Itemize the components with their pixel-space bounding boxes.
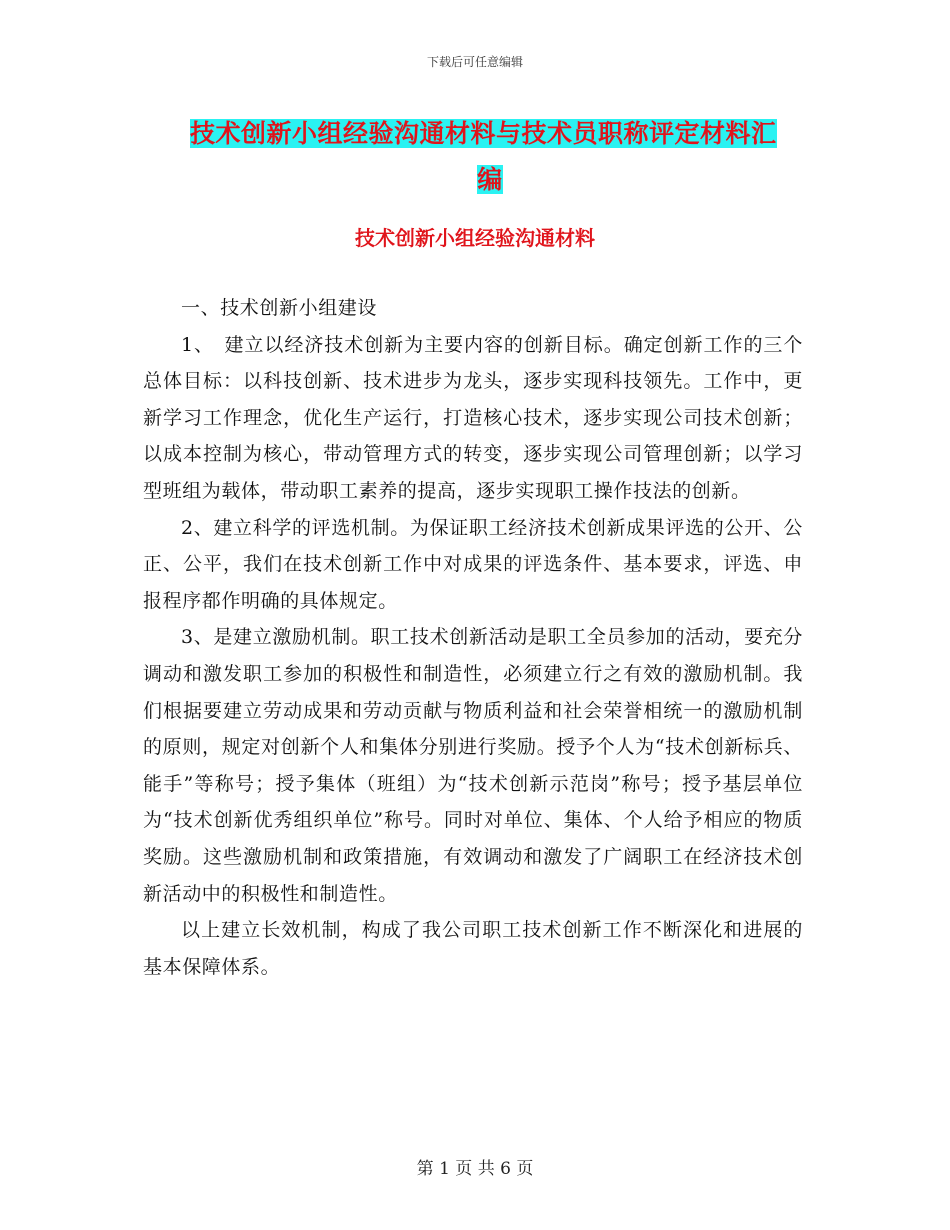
paragraph: 3、是建立激励机制。职工技术创新活动是职工全员参加的活动，要充分调动和激发职工参加的积极性和制造性，必须建立行之有效的激励机制。我们根据要建立劳动成果和劳动贡献与物质利益和社会荣誉相统一的激励机制的原则，规定对创新个人和集体分别进行奖励。授予个人为“技术创新标兵、能手”等称号；授予集体（班组）为“技术创新示范岗”称号；授予基层单位为“技术创新优秀组织单位”称号。同时对单位、集体、个人给予相应的物质奖励。这些激励机制和政策措施，有效调动和激发了广阔职工在经济技术创新活动中的积极性和制造性。 xyxy=(143,626,803,905)
paragraph: 以上建立长效机制，构成了我公司职工技术创新工作不断深化和进展的基本保障体系。 xyxy=(143,919,803,978)
page-number: 第 1 页 共 6 页 xyxy=(416,1159,534,1179)
paragraph: 1、 建立以经济技术创新为主要内容的创新目标。确定创新工作的三个总体目标：以科技创新、技术进步为龙头，逐步实现科技领先。工作中，更新学习工作理念，优化生产运行，打造核心技术，逐步实现公司技术创新；以成本控制为核心，带动管理方式的转变，逐步实现公司管理创新；以学习型班组为载体，带动职工素养的提高，逐步实现职工操作技法的创新。 xyxy=(143,333,803,502)
document-title xyxy=(190,111,810,203)
paragraph-heading: 一、技术创新小组建设 xyxy=(181,297,378,319)
document-title-line-2: 编 xyxy=(477,165,503,194)
paragraph: 2、建立科学的评选机制。为保证职工经济技术创新成果评选的公开、公正、公平，我们在技术创新工作中对成果的评选条件、基本要求，评选、申报程序都作明确的具体规定。 xyxy=(143,516,803,612)
document-body xyxy=(143,290,803,985)
header-note: 下载后可任意编辑 xyxy=(426,55,523,69)
section-title: 技术创新小组经验沟通材料 xyxy=(355,226,595,250)
document-title-line-1: 技术创新小组经验沟通材料与技术员职称评定材料汇 xyxy=(190,119,777,148)
